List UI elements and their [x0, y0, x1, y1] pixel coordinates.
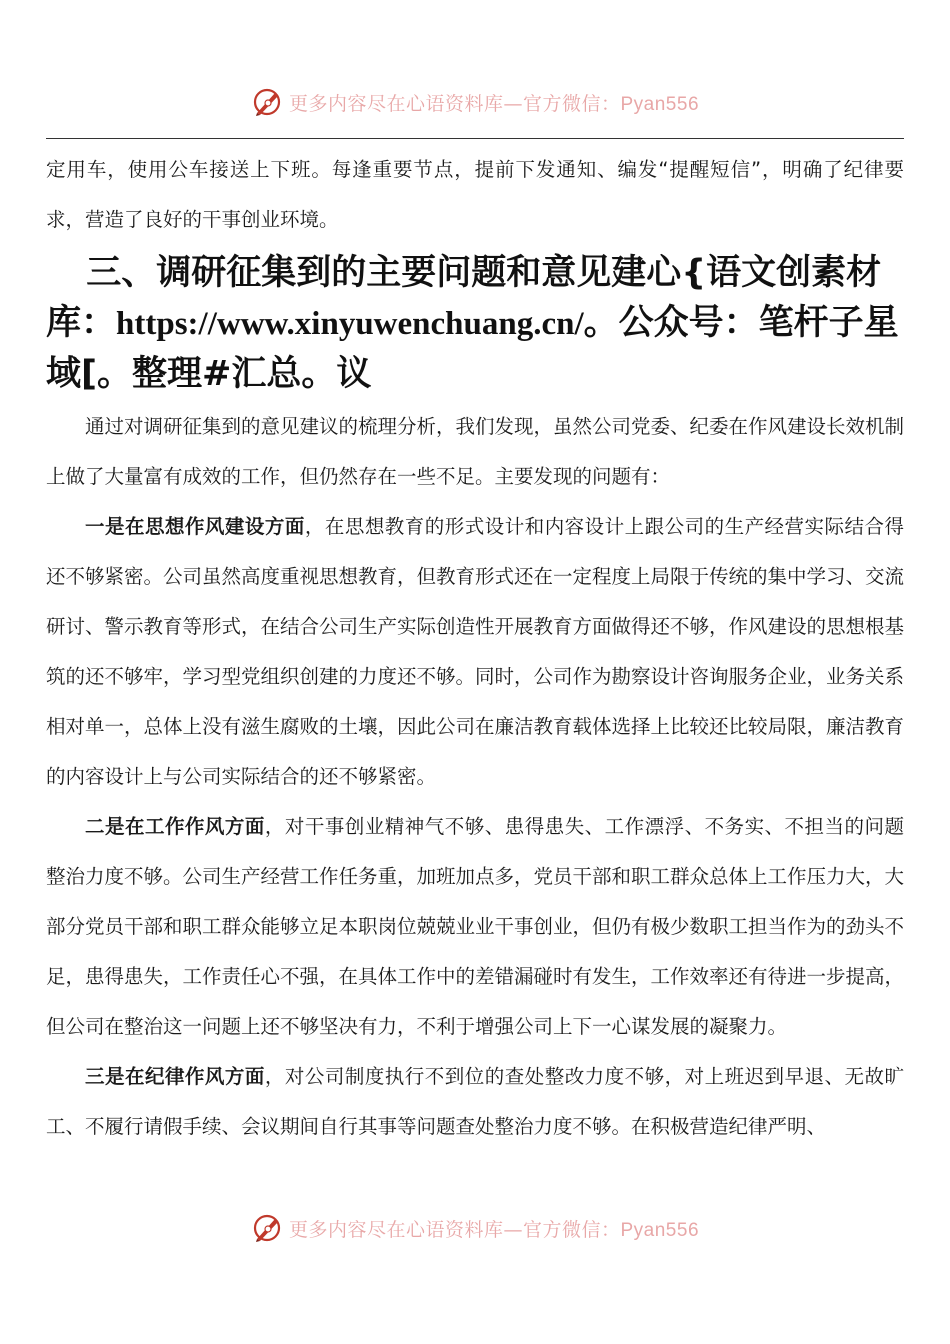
section-heading-prefix: 三、调研征集到的主要问题和意见建心{语文创素材库：: [46, 253, 882, 343]
section-heading-suffix: 。公众号：笔杆子星域[。整理#汇总。议: [46, 303, 899, 394]
problem-item-2-lead: 二是在工作作风方面: [85, 815, 265, 838]
section-heading: [46, 248, 904, 399]
problem-item-3-lead: 三是在纪律作风方面: [85, 1065, 265, 1088]
header-divider: [46, 138, 904, 139]
continuation-paragraph: 定用车，使用公车接送上下班。每逢重要节点，提前下发通知、编发“提醒短信”，明确了纪律要求，营造了良好的干事创业环境。: [46, 158, 904, 231]
header-banner: [0, 86, 950, 118]
header-wechat-id: Pyan556: [620, 93, 700, 115]
problem-item-1-lead: 一是在思想作风建设方面: [85, 515, 305, 538]
pen-circle-logo-icon: [251, 1212, 283, 1244]
header-banner-text: 更多内容尽在心语资料库—官方微信：: [288, 92, 621, 115]
problem-item-3-text: ，对公司制度执行不到位的查处整改力度不够，对上班迟到早退、无故旷工、不履行请假手续、会议期间自行其事等问题查处整治力度不够。在积极营造纪律严明、: [46, 1065, 904, 1138]
footer-banner-text: 更多内容尽在心语资料库—官方微信：: [288, 1218, 621, 1241]
problem-item-1-text: ，在思想教育的形式设计和内容设计上跟公司的生产经营实际结合得还不够紧密。公司虽然高度重视思想教育，但教育形式还在一定程度上局限于传统的集中学习、交流研讨、警示教育等形式，在结合公司生产实际创造性开展教育方面做得还不够，作风建设的思想根基筑的还不够牢，学习型党组织创建的力度还不够。同时，公司作为勘察设计咨询服务企业，业务关系相对单一，总体上没有滋生腐败的土壤，因此公司在廉洁教育载体选择上比较还比较局限，廉洁教育的内容设计上与公司实际结合的还不够紧密。: [46, 515, 905, 788]
problem-item-2-text: ，对干事创业精神气不够、患得患失、工作漂浮、不务实、不担当的问题整治力度不够。公司生产经营工作任务重，加班加点多，党员干部和职工群众总体上工作压力大，大部分党员干部和职工群众能够立足本职岗位兢兢业业干事创业，但仍有极少数职工担当作为的劲头不足，患得患失，工作责任心不强，在具体工作中的差错漏碰时有发生，工作效率还有待进一步提高，但公司在整治这一问题上还不够坚决有力，不利于增强公司上下一心谋发展的凝聚力。: [46, 815, 905, 1038]
section-heading-url: https://www.xinyuwenchuang.cn/: [116, 306, 584, 342]
intro-paragraph: 通过对调研征集到的意见建议的梳理分析，我们发现，虽然公司党委、纪委在作风建设长效机制上做了大量富有成效的工作，但仍然存在一些不足。主要发现的问题有：: [46, 415, 905, 488]
pen-circle-logo-icon: [251, 86, 283, 118]
problem-item-3: [46, 1052, 904, 1152]
footer-wechat-id: Pyan556: [620, 1219, 700, 1241]
footer-banner: [0, 1212, 950, 1244]
problem-item-2: [46, 802, 904, 1052]
document-body: [46, 145, 904, 1152]
problem-item-1: [46, 502, 904, 802]
